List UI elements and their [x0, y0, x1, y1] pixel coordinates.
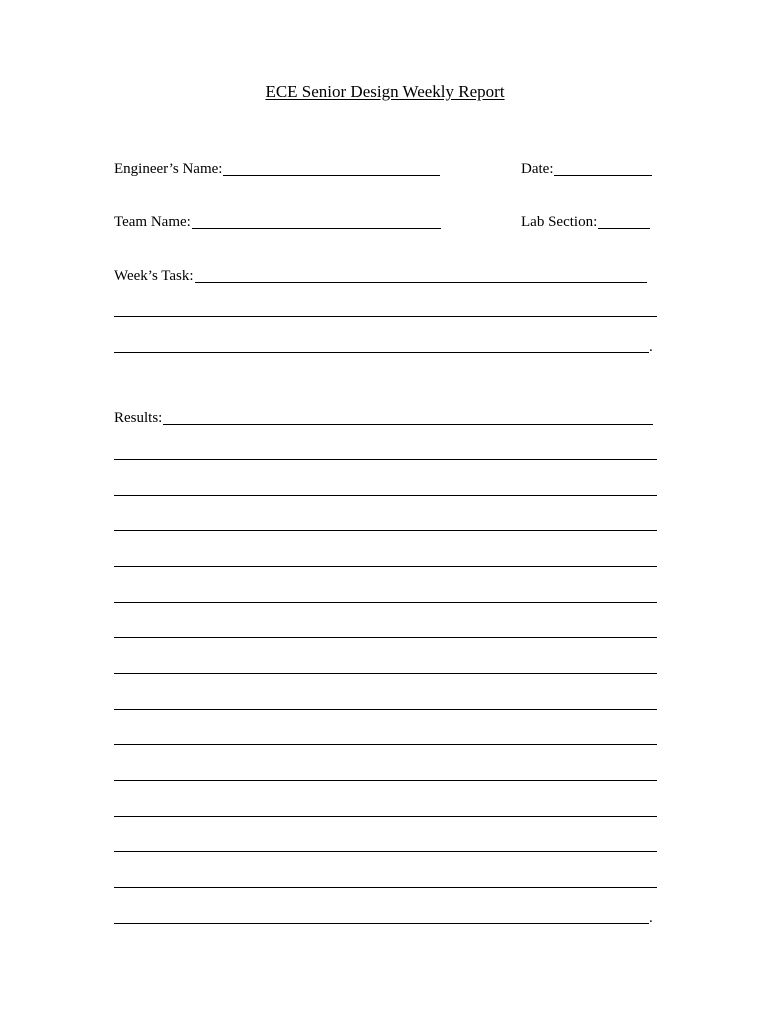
weeks-task-line[interactable] [114, 316, 657, 317]
lab-section-label: Lab Section: [521, 214, 598, 230]
weeks-task-blank[interactable] [195, 282, 647, 283]
results-line[interactable] [114, 709, 657, 710]
results-line[interactable] [114, 673, 657, 674]
results-line[interactable] [114, 923, 649, 924]
engineer-name-label: Engineer’s Name: [114, 161, 223, 177]
results-line[interactable] [114, 530, 657, 531]
results-period: . [649, 910, 653, 926]
results-field[interactable] [114, 407, 653, 427]
weeks-task-label: Week’s Task: [114, 268, 194, 284]
results-line[interactable] [114, 459, 657, 460]
results-line[interactable] [114, 602, 657, 603]
results-line[interactable] [114, 566, 657, 567]
results-line[interactable] [114, 780, 657, 781]
results-line[interactable] [114, 637, 657, 638]
engineer-name-field[interactable] [114, 158, 440, 178]
results-label: Results: [114, 410, 163, 426]
weeks-task-field[interactable] [114, 265, 647, 285]
weeks-task-period: . [649, 339, 653, 355]
results-blank[interactable] [163, 424, 653, 425]
results-line[interactable] [114, 851, 657, 852]
date-label: Date: [521, 161, 554, 177]
results-line[interactable] [114, 887, 657, 888]
results-line[interactable] [114, 495, 657, 496]
team-name-label: Team Name: [114, 214, 191, 230]
team-name-blank[interactable] [192, 228, 441, 229]
results-line[interactable] [114, 816, 657, 817]
date-field[interactable] [521, 158, 652, 178]
team-name-field[interactable] [114, 211, 441, 231]
engineer-name-blank[interactable] [223, 175, 440, 176]
lab-section-field[interactable] [521, 211, 650, 231]
page-title: ECE Senior Design Weekly Report [265, 82, 505, 101]
date-blank[interactable] [554, 175, 652, 176]
results-line[interactable] [114, 744, 657, 745]
weeks-task-line[interactable] [114, 352, 649, 353]
lab-section-blank[interactable] [598, 228, 650, 229]
